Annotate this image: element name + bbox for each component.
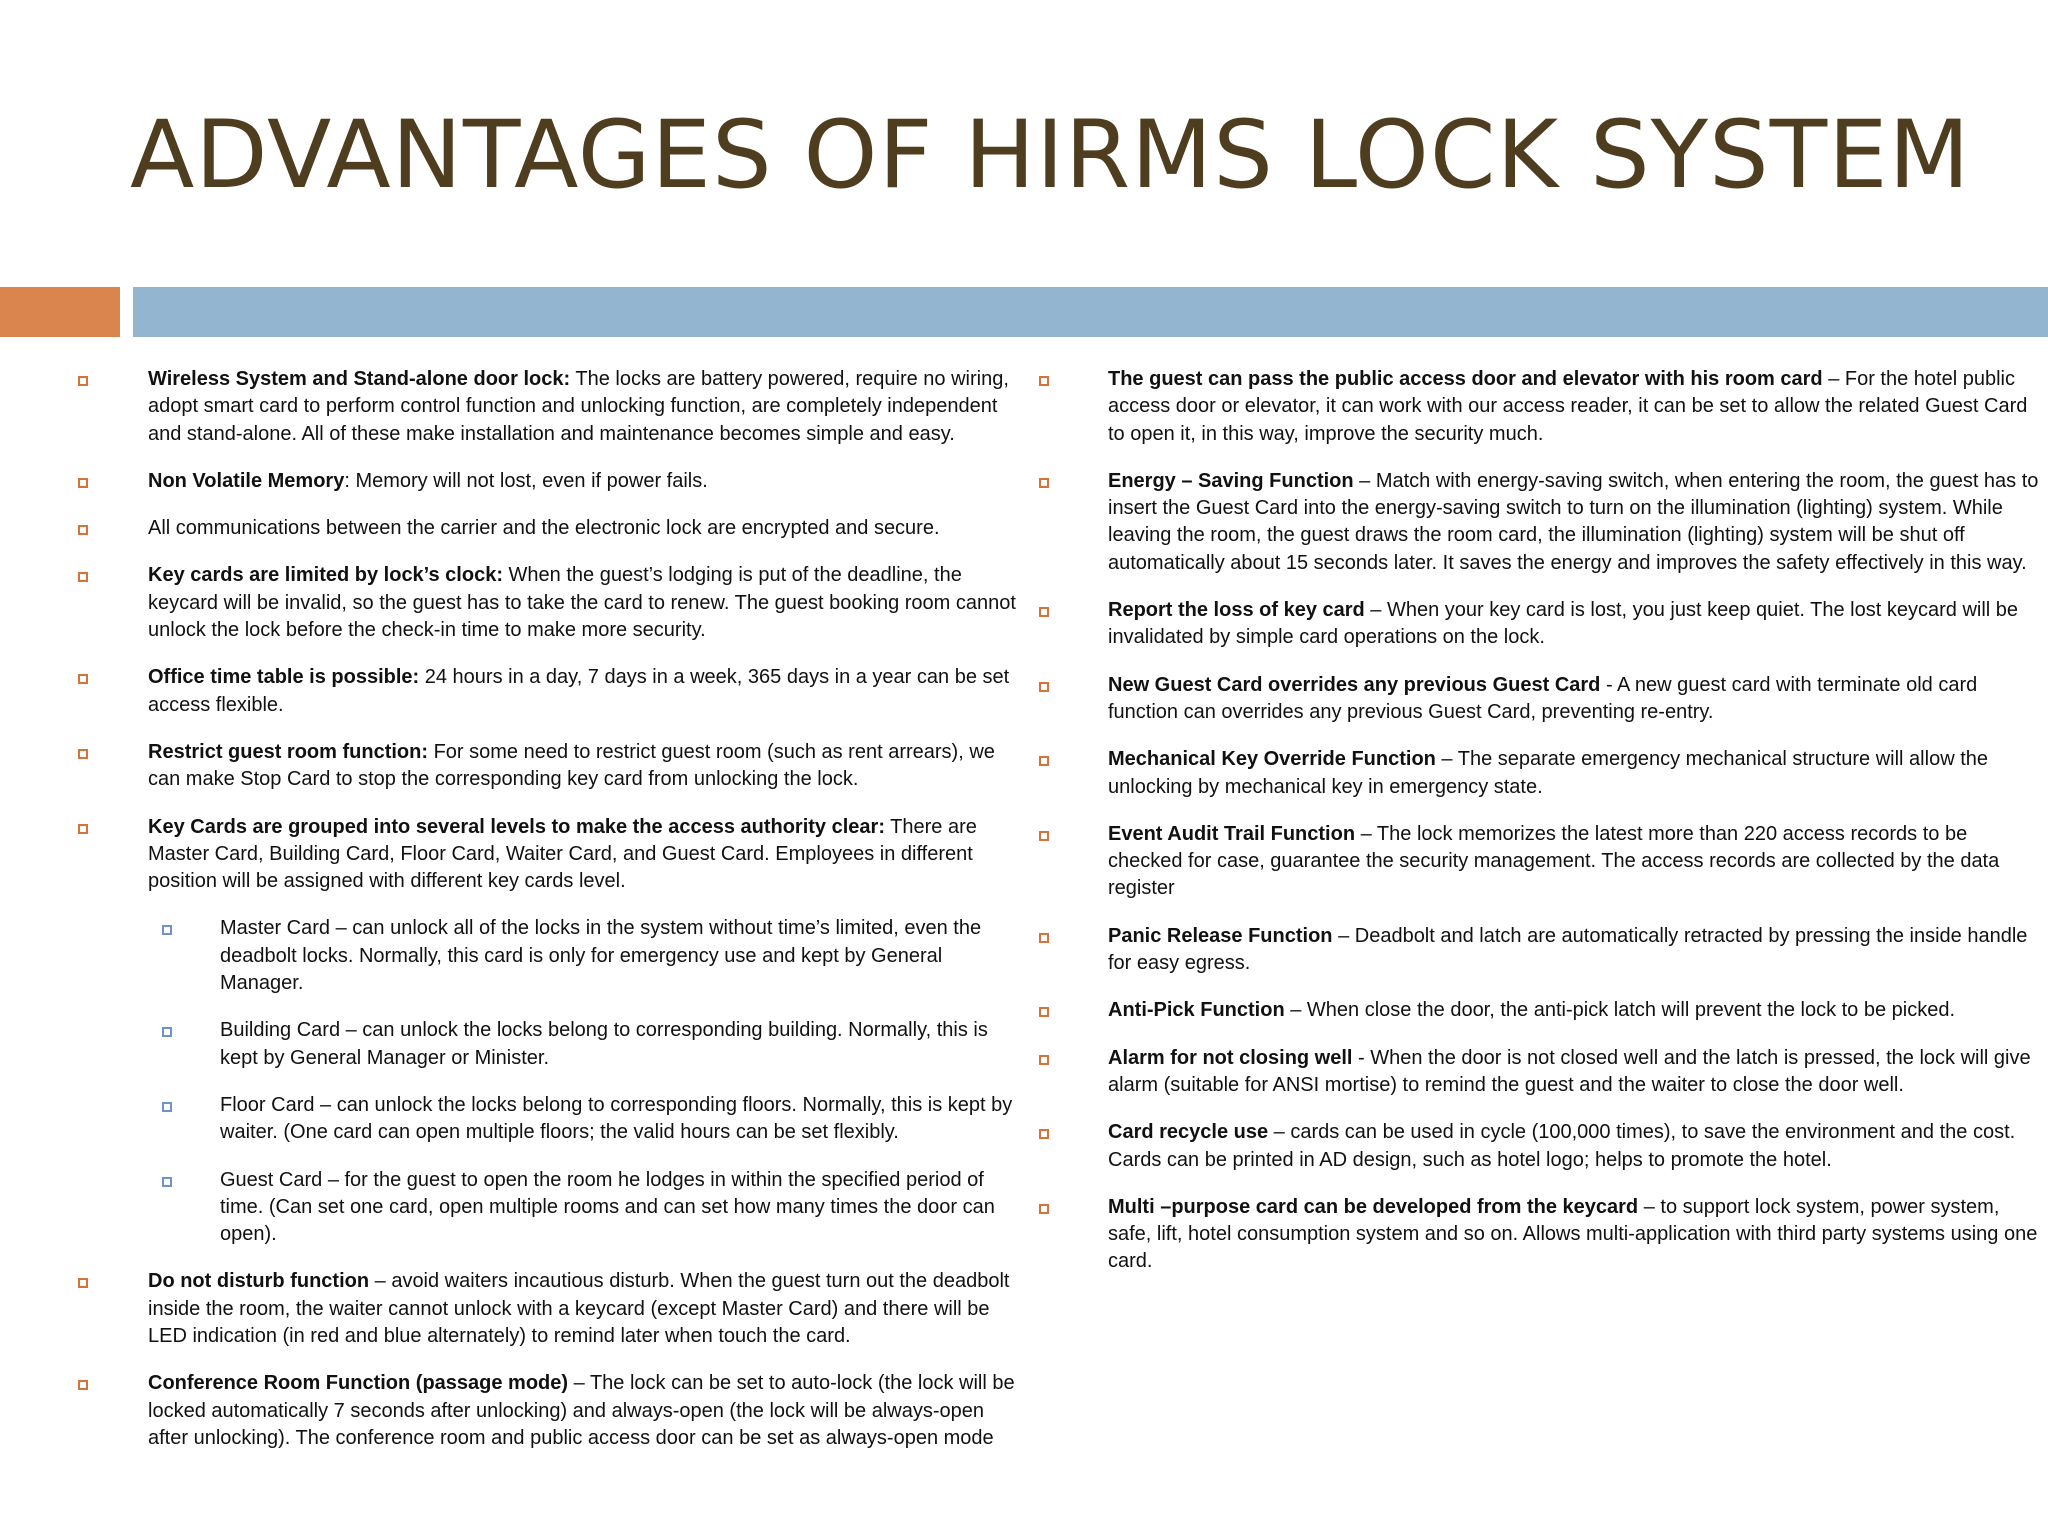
item-text: All communications between the carrier and the electronic lock are encrypted and secure. <box>148 517 940 540</box>
bullet-icon <box>1039 376 1049 386</box>
list-item <box>1040 1045 2040 1100</box>
item-text: Floor Card – can unlock the locks belong to corresponding floors. Normally, this is kept by waiter. (One card can open multiple floors; the valid hours can be set flexibly. <box>220 1093 1013 1144</box>
bullet-icon <box>78 376 88 386</box>
item-text: There are Master Card, Building Card, Floor Card, Waiter Card, and Guest Card. Employees in different position will be assigned with different key cards level. <box>148 815 977 893</box>
item-text: For some need to restrict guest room (such as rent arrears), we can make Stop Card to stop the corresponding key card from unlocking the lock. <box>148 740 995 791</box>
sub-bullet-icon <box>162 1177 172 1187</box>
bullet-icon <box>1039 1129 1049 1139</box>
bullet-icon <box>78 572 88 582</box>
item-text: – Match with energy-saving switch, when entering the room, the guest has to insert the Guest Card into the energy-saving switch to turn on the illumination (lighting) system. While leaving the room, the guest draws the room card, the illumination (lighting) system will be shut off automatically about 15 seconds later. It saves the energy and improves the safety effectively in this way. <box>1108 469 2039 574</box>
item-heading: Panic Release Function <box>1108 924 1333 947</box>
item-heading: New Guest Card overrides any previous Guest Card <box>1108 673 1601 696</box>
bullet-icon <box>1039 1007 1049 1017</box>
item-text: – The lock memorizes the latest more than 220 access records to be checked for case, guarantee the security management. The access records are collected by the data register <box>1108 822 2000 900</box>
list-item <box>0 814 1020 896</box>
item-heading: Report the loss of key card <box>1108 599 1365 622</box>
item-heading: Card recycle use <box>1108 1121 1269 1144</box>
list-item <box>1040 468 2040 577</box>
accent-bar-blue <box>133 287 2048 337</box>
item-heading: Non Volatile Memory <box>148 469 345 492</box>
bullet-icon <box>78 824 88 834</box>
bullet-icon <box>78 525 88 535</box>
bullet-icon <box>1039 607 1049 617</box>
list-item <box>1040 672 2040 727</box>
bullet-icon <box>78 674 88 684</box>
item-heading: The guest can pass the public access door and elevator with his room card <box>1108 368 1823 390</box>
sub-list-item <box>0 1017 1020 1072</box>
bullet-icon <box>78 1278 88 1288</box>
item-heading: Office time table is possible: <box>148 666 420 689</box>
list-item <box>1040 923 2040 978</box>
item-heading: Key Cards are grouped into several levels to make the access authority clear: <box>148 815 885 838</box>
list-item <box>0 515 1020 542</box>
bullet-icon <box>78 1380 88 1390</box>
item-heading: Wireless System and Stand-alone door lock: <box>148 368 571 390</box>
sub-list-item <box>0 1167 1020 1249</box>
list-item <box>0 1268 1020 1350</box>
item-text: - When the door is not closed well and the latch is pressed, the lock will give alarm (suitable for ANSI mortise) to remind the guest and the waiter to close the door well. <box>1108 1046 2031 1096</box>
bullet-icon <box>78 749 88 759</box>
item-text: – When close the door, the anti-pick latch will prevent the lock to be picked. <box>1284 999 1956 1022</box>
list-item <box>1040 997 2040 1024</box>
item-text: Building Card – can unlock the locks belong to corresponding building. Normally, this is kept by General Manager or Minister. <box>220 1019 988 1069</box>
sub-bullet-icon <box>162 925 172 935</box>
item-text: : Memory will not lost, even if power fails. <box>344 469 708 492</box>
item-text: – Deadbolt and latch are automatically retracted by pressing the inside handle for easy egress. <box>1108 924 2028 975</box>
item-heading: Key cards are limited by lock’s clock: <box>148 564 503 587</box>
bullet-icon <box>1039 682 1049 692</box>
item-heading: Anti-Pick Function <box>1108 999 1285 1022</box>
list-item <box>1040 1194 2040 1276</box>
sub-list-item <box>0 915 1020 997</box>
item-text: Master Card – can unlock all of the locks in the system without time’s limited, even the deadbolt locks. Normally, this card is only for emergency use and kept by General Manager. <box>220 917 982 995</box>
bullet-icon <box>1039 831 1049 841</box>
list-item <box>0 739 1020 794</box>
list-item <box>1040 821 2040 903</box>
item-heading: Event Audit Trail Function <box>1108 822 1356 845</box>
item-text: – The lock can be set to auto-lock (the lock will be locked automatically 7 seconds after unlocking) and always-open (the lock will be always-open after unlocking). The conference room and public access door can be set as always-open mode <box>148 1372 1015 1449</box>
item-heading: Restrict guest room function: <box>148 740 429 763</box>
bullet-icon <box>1039 756 1049 766</box>
bullet-icon <box>78 478 88 488</box>
item-heading: Multi –purpose card can be developed from the keycard <box>1108 1195 1639 1218</box>
item-text: - A new guest card with terminate old card function can overrides any previous Guest Card, preventing re-entry. <box>1108 673 1978 723</box>
item-text: – When your key card is lost, you just keep quiet. The lost keycard will be invalidated by simple card operations on the lock. <box>1108 599 2019 649</box>
page-title: ADVANTAGES OF HIRMS LOCK SYSTEM <box>130 101 1971 210</box>
item-text: Guest Card – for the guest to open the room he lodges in within the specified period of time. (Can set one card, open multiple rooms and can set how many times the door can open). <box>220 1168 995 1246</box>
item-heading: Energy – Saving Function <box>1108 469 1354 492</box>
bullet-icon <box>1039 933 1049 943</box>
item-text: – to support lock system, power system, safe, lift, hotel consumption system and so on. Allows multi-application with third party systems using one card. <box>1108 1195 2038 1273</box>
list-item <box>1040 746 2040 801</box>
accent-bar-orange <box>0 287 120 337</box>
list-item <box>1040 597 2040 652</box>
item-text: The locks are battery powered, require no wiring, adopt smart card to perform control function and unlocking function, are completely independent and stand-alone. All of these make installation and maintenance becomes simple and easy. <box>148 368 1009 445</box>
sub-bullet-icon <box>162 1102 172 1112</box>
bullet-icon <box>1039 478 1049 488</box>
right-column <box>1040 366 2040 1296</box>
item-heading: Alarm for not closing well <box>1108 1046 1353 1069</box>
bullet-icon <box>1039 1204 1049 1214</box>
list-item <box>0 468 1020 495</box>
list-item <box>0 366 1020 448</box>
sub-list-item <box>0 1092 1020 1147</box>
item-heading: Conference Room Function (passage mode) <box>148 1372 569 1395</box>
item-text: 24 hours in a day, 7 days in a week, 365 days in a year can be set access flexible. <box>148 666 1010 716</box>
list-item <box>1040 1119 2040 1174</box>
bullet-icon <box>1039 1055 1049 1065</box>
list-item <box>0 562 1020 644</box>
list-item <box>1040 366 2040 448</box>
item-text: – avoid waiters incautious disturb. When the guest turn out the deadbolt inside the room, the waiter cannot unlock with a keycard (except Master Card) and there will be LED indication (in red and blue alternately) to remind later when touch the card. <box>148 1270 1010 1348</box>
list-item <box>0 1370 1020 1452</box>
item-text: – cards can be used in cycle (100,000 times), to save the environment and the cost. Cards can be printed in AD design, such as hotel logo; helps to promote the hotel. <box>1108 1121 2016 1171</box>
list-item <box>0 664 1020 719</box>
item-text: – For the hotel public access door or elevator, it can work with our access reader, it can be set to allow the related Guest Card to open it, in this way, improve the security much. <box>1108 368 2028 445</box>
sub-bullet-icon <box>162 1027 172 1037</box>
item-text: When the guest’s lodging is put of the deadline, the keycard will be invalid, so the guest has to take the card to renew. The guest booking room cannot unlock the lock before the check-in time to make more security. <box>148 564 1016 642</box>
item-text: – The separate emergency mechanical structure will allow the unlocking by mechanical key in emergency state. <box>1108 748 1988 798</box>
item-heading: Mechanical Key Override Function <box>1108 748 1436 771</box>
left-column <box>0 366 1020 1472</box>
item-heading: Do not disturb function <box>148 1270 370 1293</box>
